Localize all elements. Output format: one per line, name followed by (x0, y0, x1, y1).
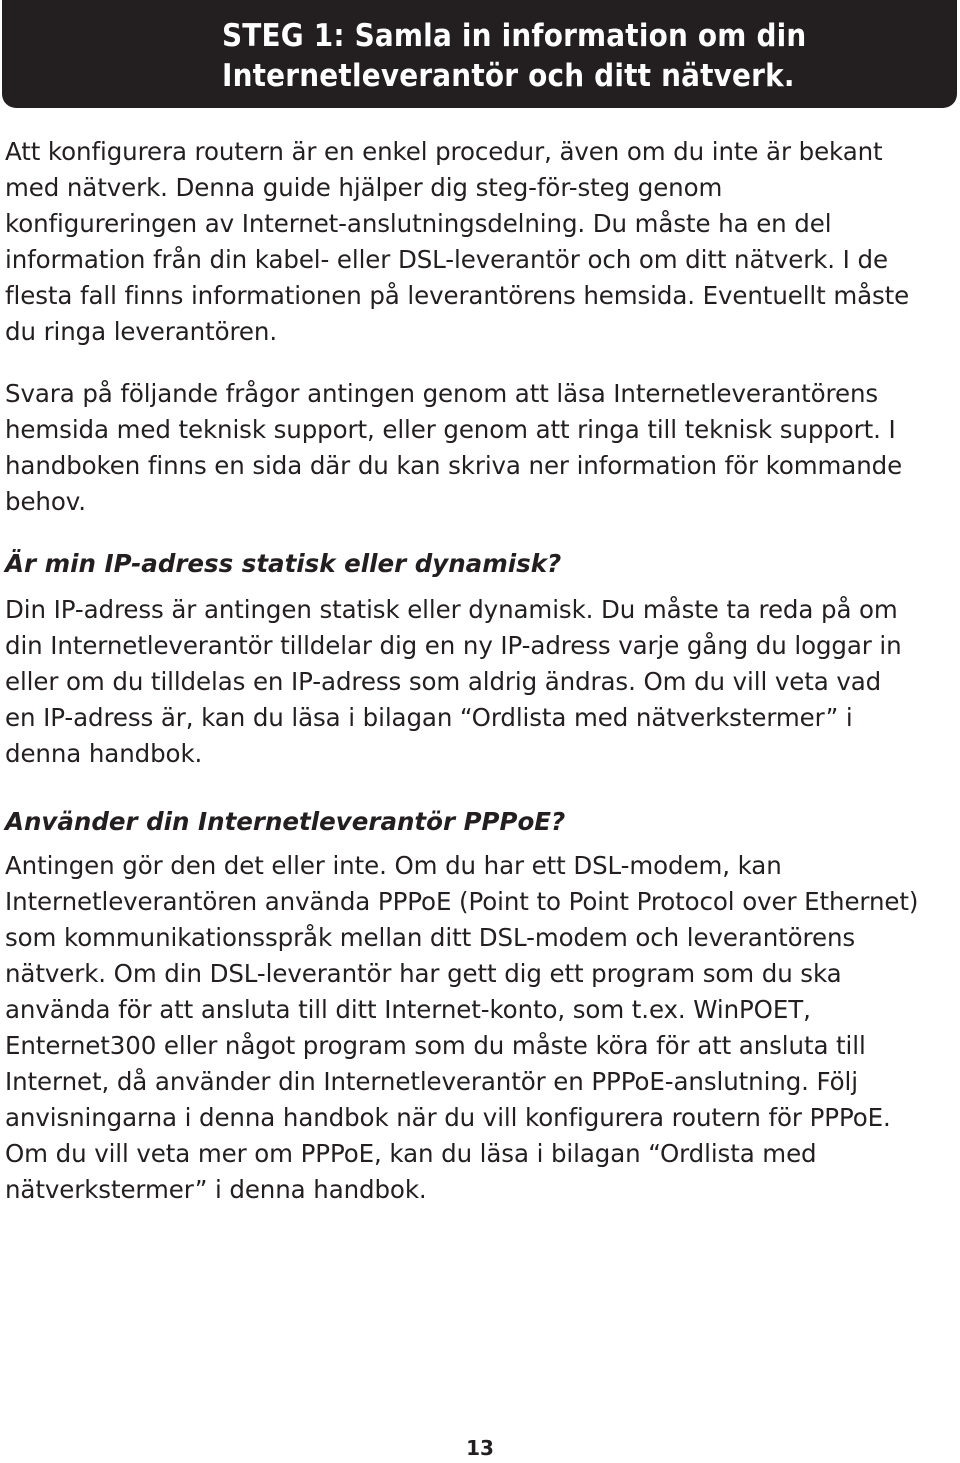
text-line: Enternet300 eller något program som du måste köra för att ansluta till (5, 1031, 866, 1060)
text-line: Om du vill veta mer om PPPoE, kan du läsa i bilagan “Ordlista med (5, 1139, 817, 1168)
text-line: din Internetleverantör tilldelar dig en ny IP-adress varje gång du loggar in (5, 631, 902, 660)
text-line: Internet, då använder din Internetleverantör en PPPoE-anslutning. Följ (5, 1067, 858, 1096)
text-line: denna handbok. (5, 739, 203, 768)
page-content (5, 134, 955, 1208)
text-line: nätverkstermer” i denna handbok. (5, 1175, 427, 1204)
text-line: konfigureringen av Internet-anslutningsdelning. Du måste ha en del (5, 209, 832, 238)
text-line: använda för att ansluta till ditt Internet-konto, som t.ex. WinPOET, (5, 995, 811, 1024)
page-number: 13 (466, 1436, 494, 1460)
ip-address-question-heading: Är min IP-adress statisk eller dynamisk? (5, 549, 562, 578)
text-line: anvisningarna i denna handbok när du vill konfigurera routern för PPPoE. (5, 1103, 891, 1132)
text-line: Antingen gör den det eller inte. Om du har ett DSL-modem, kan (5, 851, 782, 880)
text-line: hemsida med teknisk support, eller genom att ringa till teknisk support. I (5, 415, 896, 444)
text-line: handboken finns en sida där du kan skriva ner information för kommande (5, 451, 903, 480)
text-line: du ringa leverantören. (5, 317, 278, 346)
text-line: Din IP-adress är antingen statisk eller dynamisk. Du måste ta reda på om (5, 595, 898, 624)
text-line: som kommunikationsspråk mellan ditt DSL-modem och leverantörens (5, 923, 856, 952)
text-line: Internetleverantören använda PPPoE (Point to Point Protocol over Ethernet) (5, 887, 919, 916)
text-line: eller om du tilldelas en IP-adress som aldrig ändras. Om du vill veta vad (5, 667, 882, 696)
pppoe-paragraph (5, 848, 955, 1208)
text-line: behov. (5, 487, 86, 516)
text-line: en IP-adress är, kan du läsa i bilagan “Ordlista med nätverkstermer” i (5, 703, 853, 732)
step-title (222, 16, 806, 96)
text-line: information från din kabel- eller DSL-leverantör och om ditt nätverk. I de (5, 245, 888, 274)
text-line: nätverk. Om din DSL-leverantör har gett dig ett program som du ska (5, 959, 842, 988)
text-line: Svara på följande frågor antingen genom att läsa Internetleverantörens (5, 379, 879, 408)
ip-address-paragraph (5, 592, 955, 772)
intro-paragraph (5, 134, 955, 350)
pppoe-question-heading: Använder din Internetleverantör PPPoE? (5, 807, 566, 836)
text-line: med nätverk. Denna guide hjälper dig steg-för-steg genom (5, 173, 723, 202)
text-line: Att konfigurera routern är en enkel procedur, även om du inte är bekant (5, 137, 883, 166)
step-title-line-1: STEG 1: Samla in information om din (222, 18, 807, 54)
text-line: flesta fall finns informationen på leverantörens hemsida. Eventuellt måste (5, 281, 910, 310)
step-title-line-2: Internetleverantör och ditt nätverk. (222, 58, 795, 94)
questions-intro-paragraph (5, 376, 955, 520)
step-header-banner (2, 0, 957, 108)
